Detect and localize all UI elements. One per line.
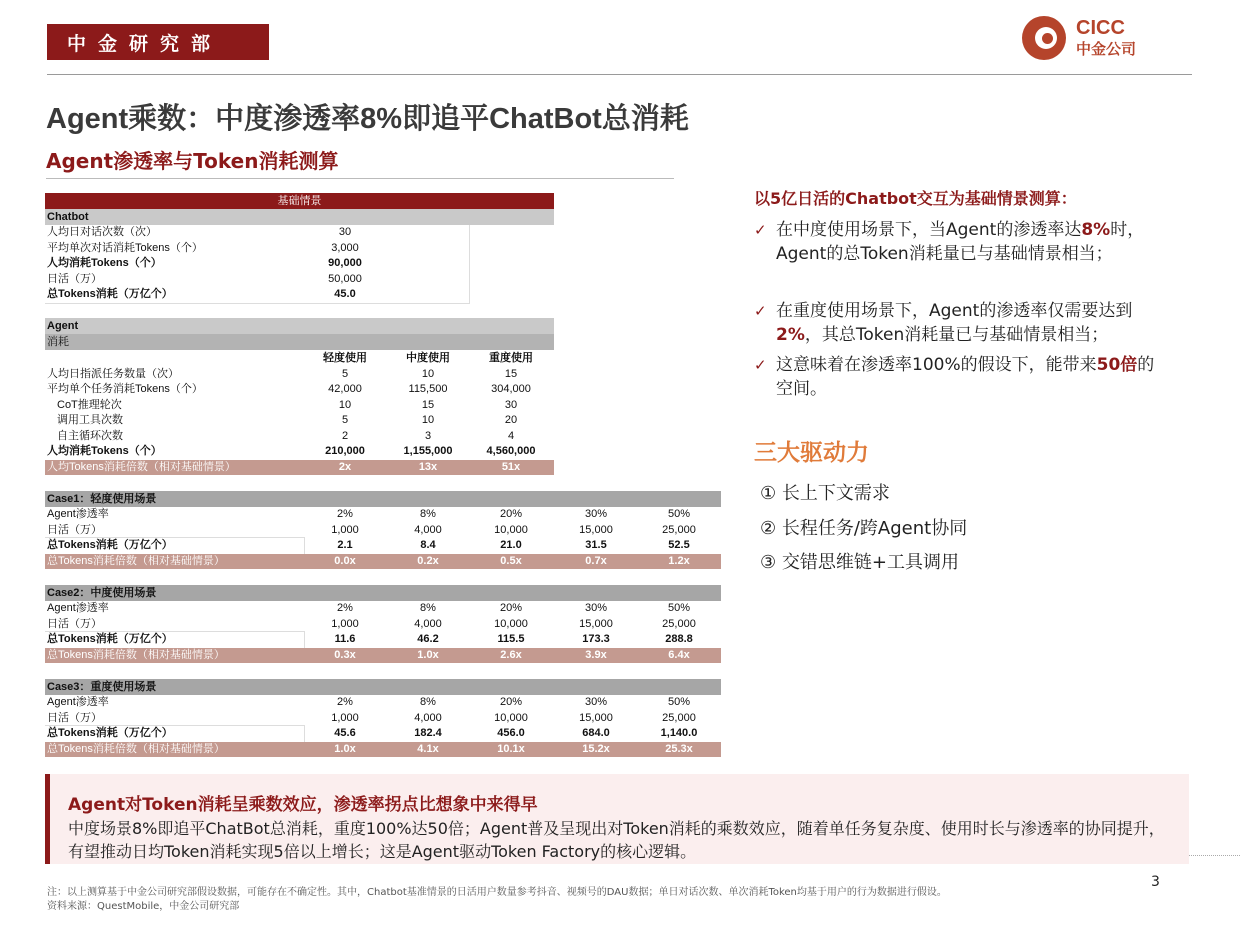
conclusion-callout xyxy=(45,774,1189,864)
row-label: 日活（万） xyxy=(47,711,102,724)
cell-value: 684.0 xyxy=(582,727,610,739)
multiplier-value: 13x xyxy=(418,460,438,473)
cell-value: 288.8 xyxy=(665,633,693,645)
cell-value: 456.0 xyxy=(497,727,525,739)
cell-value: 210,000 xyxy=(325,445,365,457)
assumption-heading: 以5亿日活的Chatbot交互为基础情景测算： xyxy=(754,189,1077,208)
row-label: 总Tokens消耗（万亿个） xyxy=(47,727,173,739)
cell-value: 115.5 xyxy=(497,633,525,645)
finding-item xyxy=(754,299,1162,347)
multiplier-value: 1.2x xyxy=(668,554,690,567)
drivers-title: 三大驱动力 xyxy=(754,440,869,466)
cell-value: 3,000 xyxy=(331,241,359,254)
cell-value: 2% xyxy=(337,602,353,614)
cell-value: 4,000 xyxy=(414,523,442,536)
cell-value: 10 xyxy=(421,414,435,426)
cell-value: 5 xyxy=(341,414,349,426)
callout-body: 中度场景8%即追平ChatBot总消耗，重度100%达50倍；Agent普及呈现出对Token消耗的乘数效应，随着单任务复杂度、使用时长与渗透率的协同提升，有望推动日均Token消耗实现5倍以上增长；这是Agent驱动Token Factory的核心逻辑。 xyxy=(68,819,1165,861)
header-divider xyxy=(47,74,1192,75)
cell-value: 115,500 xyxy=(408,383,448,395)
footnote xyxy=(47,886,947,914)
cell-value: 10,000 xyxy=(494,617,528,630)
multiplier-value: 1.0x xyxy=(417,648,439,661)
cell-value: 10,000 xyxy=(494,523,528,536)
row-label: 总Tokens消耗（万亿个） xyxy=(47,539,173,551)
agent-row xyxy=(45,367,721,382)
cell-value: 2% xyxy=(337,696,353,708)
cell-value: 10,000 xyxy=(494,711,528,724)
cell-value: 11.6 xyxy=(334,633,356,645)
driver-item: ② 长程任务/跨Agent协同 xyxy=(760,518,968,539)
cell-value: 3 xyxy=(424,429,432,442)
multiplier-row xyxy=(45,460,554,475)
finding-item xyxy=(754,218,1162,266)
chatbot-header: Chatbot xyxy=(45,209,554,225)
cicc-logo xyxy=(1022,16,1162,62)
agent-header: Agent xyxy=(45,318,554,334)
cell-value: 15,000 xyxy=(579,711,613,724)
cell-value: 46.2 xyxy=(417,633,439,645)
case-penetration-row xyxy=(45,695,721,710)
cell-value: 1,000 xyxy=(331,523,359,536)
multiplier-value: 25.3x xyxy=(665,742,693,755)
section-divider xyxy=(46,178,674,179)
multiplier-value: 15.2x xyxy=(582,742,610,755)
cell-value: 182.4 xyxy=(414,727,442,739)
logo-cn-text: 中金公司 xyxy=(1076,40,1137,58)
text-run: 在重度使用场景下，Agent的渗透率仅需要达到 xyxy=(776,301,1133,321)
multiplier-value: 51x xyxy=(501,460,521,473)
cell-value: 25,000 xyxy=(662,617,696,630)
cell-value: 5 xyxy=(341,367,349,380)
row-label: 平均单次对话消耗Tokens（个） xyxy=(47,241,203,254)
column-header: 轻度使用 xyxy=(323,352,367,364)
cell-value: 4,560,000 xyxy=(486,445,536,457)
cell-value: 52.5 xyxy=(668,539,690,551)
cell-value: 20% xyxy=(499,508,523,520)
cell-value: 1,155,000 xyxy=(403,445,453,457)
text-run: 这意味着在渗透率100%的假设下，能带来 xyxy=(776,355,1097,375)
cell-value: 25,000 xyxy=(662,523,696,536)
cell-value: 4 xyxy=(507,429,515,442)
case-header: Case3：重度使用场景 xyxy=(45,679,721,695)
text-run: ，其总Token消耗量已与基础情景相当； xyxy=(804,325,1109,345)
row-label: 总Tokens消耗倍数（相对基础情景） xyxy=(47,648,225,661)
column-header: 中度使用 xyxy=(406,352,450,364)
page-title: Agent乘数：中度渗透率8%即追平ChatBot总消耗 xyxy=(46,103,689,135)
cell-value: 8% xyxy=(420,602,436,614)
highlight-value: 8% xyxy=(1081,220,1111,240)
row-label: 自主循环次数 xyxy=(57,429,123,442)
row-label: Agent渗透率 xyxy=(47,602,109,614)
multiplier-value: 2.6x xyxy=(500,648,522,661)
driver-item: ③ 交错思维链+工具调用 xyxy=(760,552,959,573)
multiplier-value: 2x xyxy=(338,460,352,473)
row-label: 总Tokens消耗倍数（相对基础情景） xyxy=(47,554,225,567)
row-label: 总Tokens消耗（万亿个） xyxy=(47,288,173,300)
cicc-logo-icon xyxy=(1022,16,1066,60)
case-total-box xyxy=(45,631,305,649)
driver-item: ① 长上下文需求 xyxy=(760,483,890,504)
cell-value: 50,000 xyxy=(328,272,362,285)
case-header: Case2：中度使用场景 xyxy=(45,585,721,601)
multiplier-value: 0.2x xyxy=(417,554,439,567)
cell-value: 1,000 xyxy=(331,711,359,724)
multiplier-value: 1.0x xyxy=(334,742,356,755)
multiplier-value: 4.1x xyxy=(417,742,439,755)
row-label: Agent渗透率 xyxy=(47,696,109,708)
cell-value: 4,000 xyxy=(414,617,442,630)
cell-value: 15 xyxy=(504,367,518,380)
text-run: 的空间。 xyxy=(776,355,1155,399)
case-penetration-row xyxy=(45,601,721,616)
cell-value: 45.6 xyxy=(334,727,356,739)
cell-value: 31.5 xyxy=(585,539,607,551)
row-label: 日活（万） xyxy=(47,272,102,285)
row-label: 人均Tokens消耗倍数（相对基础情景） xyxy=(47,460,236,473)
cell-value: 21.0 xyxy=(500,539,522,551)
finding-text xyxy=(776,299,1162,347)
callout-title: Agent对Token消耗呈乘数效应，渗透率拐点比想象中来得早 xyxy=(68,795,538,815)
finding-text xyxy=(776,353,1162,401)
cell-value: 50% xyxy=(667,696,691,708)
cell-value: 15,000 xyxy=(579,523,613,536)
row-label: 总Tokens消耗倍数（相对基础情景） xyxy=(47,742,225,755)
cell-value: 45.0 xyxy=(334,288,356,300)
dotted-divider xyxy=(1189,855,1240,856)
agent-row xyxy=(45,398,721,413)
case-penetration-row xyxy=(45,507,721,522)
case-header: Case1：轻度使用场景 xyxy=(45,491,721,507)
case-dau-row xyxy=(45,711,721,726)
case-dau-row xyxy=(45,617,721,632)
cell-value: 4,000 xyxy=(414,711,442,724)
cell-value: 10 xyxy=(338,398,352,411)
row-label: 调用工具次数 xyxy=(57,414,123,426)
multiplier-row xyxy=(45,648,721,663)
agent-subheader: 消耗 xyxy=(45,334,554,350)
footnote-note: 注：以上测算基于中金公司研究部假设数据，可能存在不确定性。其中，Chatbot基准情景的日活用户数量参考抖音、视频号的DAU数据；单日对话次数、单次消耗Token均基于用户的行为数据进行假设。 xyxy=(47,887,947,898)
row-label: 总Tokens消耗（万亿个） xyxy=(47,633,173,645)
check-icon: ✓ xyxy=(754,221,767,239)
cell-value: 1,000 xyxy=(331,617,359,630)
multiplier-value: 6.4x xyxy=(668,648,690,661)
case-dau-row xyxy=(45,523,721,538)
case-total-box xyxy=(45,725,305,743)
multiplier-value: 0.7x xyxy=(585,554,607,567)
cell-value: 8% xyxy=(420,696,436,708)
cell-value: 1,140.0 xyxy=(660,727,698,739)
check-icon: ✓ xyxy=(754,302,767,320)
chatbot-box xyxy=(45,225,470,304)
cell-value: 2% xyxy=(337,508,353,520)
cell-value: 90,000 xyxy=(328,257,362,269)
row-label: 人均日对话次数（次） xyxy=(47,226,157,238)
footnote-source: 资料来源：QuestMobile，中金公司研究部 xyxy=(47,901,240,912)
case-total-box xyxy=(45,537,305,555)
agent-columns-header xyxy=(45,351,554,366)
multiplier-row xyxy=(45,554,721,569)
row-label: 日活（万） xyxy=(47,523,102,536)
cell-value: 304,000 xyxy=(491,383,531,395)
cell-value: 25,000 xyxy=(662,711,696,724)
agent-row xyxy=(45,382,721,397)
base-scenario-header: 基础情景 xyxy=(45,193,554,209)
row-label: CoT推理轮次 xyxy=(57,398,122,411)
cell-value: 8% xyxy=(420,508,436,520)
row-label: 平均单个任务消耗Tokens（个） xyxy=(47,383,203,395)
multiplier-value: 0.3x xyxy=(334,648,356,661)
row-label: 人均消耗Tokens（个） xyxy=(47,257,162,269)
cell-value: 30 xyxy=(504,398,518,411)
cell-value: 10 xyxy=(421,367,435,380)
cell-value: 50% xyxy=(667,508,691,520)
highlight-value: 50倍 xyxy=(1096,355,1138,375)
text-run: 在中度使用场景下，当Agent的渗透率达 xyxy=(776,220,1082,240)
brand-bar: 中金研究部 xyxy=(47,24,269,60)
row-label: 日活（万） xyxy=(47,617,102,630)
row-label: Agent渗透率 xyxy=(47,508,109,520)
multiplier-row xyxy=(45,742,721,757)
cell-value: 20% xyxy=(499,602,523,614)
section-title: Agent渗透率与Token消耗测算 xyxy=(46,149,339,173)
cell-value: 20% xyxy=(499,696,523,708)
cell-value: 15,000 xyxy=(579,617,613,630)
check-icon: ✓ xyxy=(754,356,767,374)
cell-value: 8.4 xyxy=(420,539,436,551)
column-header: 重度使用 xyxy=(489,352,533,364)
cell-value: 2.1 xyxy=(337,539,353,551)
multiplier-value: 3.9x xyxy=(585,648,607,661)
token-estimate-table xyxy=(45,193,721,759)
finding-text xyxy=(776,218,1162,266)
cell-value: 2 xyxy=(341,429,349,442)
highlight-value: 2% xyxy=(776,325,805,345)
multiplier-value: 10.1x xyxy=(497,742,525,755)
cell-value: 50% xyxy=(667,602,691,614)
multiplier-value: 0.5x xyxy=(500,554,522,567)
agent-row xyxy=(45,413,721,428)
cell-value: 30 xyxy=(338,226,352,238)
logo-text: CICC xyxy=(1076,17,1125,39)
agent-row xyxy=(45,444,721,459)
cell-value: 30% xyxy=(584,696,608,708)
cell-value: 42,000 xyxy=(328,383,362,395)
cell-value: 20 xyxy=(504,414,518,426)
cell-value: 30% xyxy=(584,602,608,614)
row-label: 人均消耗Tokens（个） xyxy=(47,445,162,457)
cell-value: 15 xyxy=(421,398,435,411)
page-number: 3 xyxy=(1151,874,1160,890)
finding-item xyxy=(754,353,1162,401)
cell-value: 30% xyxy=(584,508,608,520)
text-run: 时，Agent的总Token消耗量已与基础情景相当； xyxy=(776,220,1145,264)
agent-row xyxy=(45,429,721,444)
multiplier-value: 0.0x xyxy=(334,554,356,567)
row-label: 人均日指派任务数量（次） xyxy=(47,367,179,380)
cell-value: 173.3 xyxy=(582,633,610,645)
